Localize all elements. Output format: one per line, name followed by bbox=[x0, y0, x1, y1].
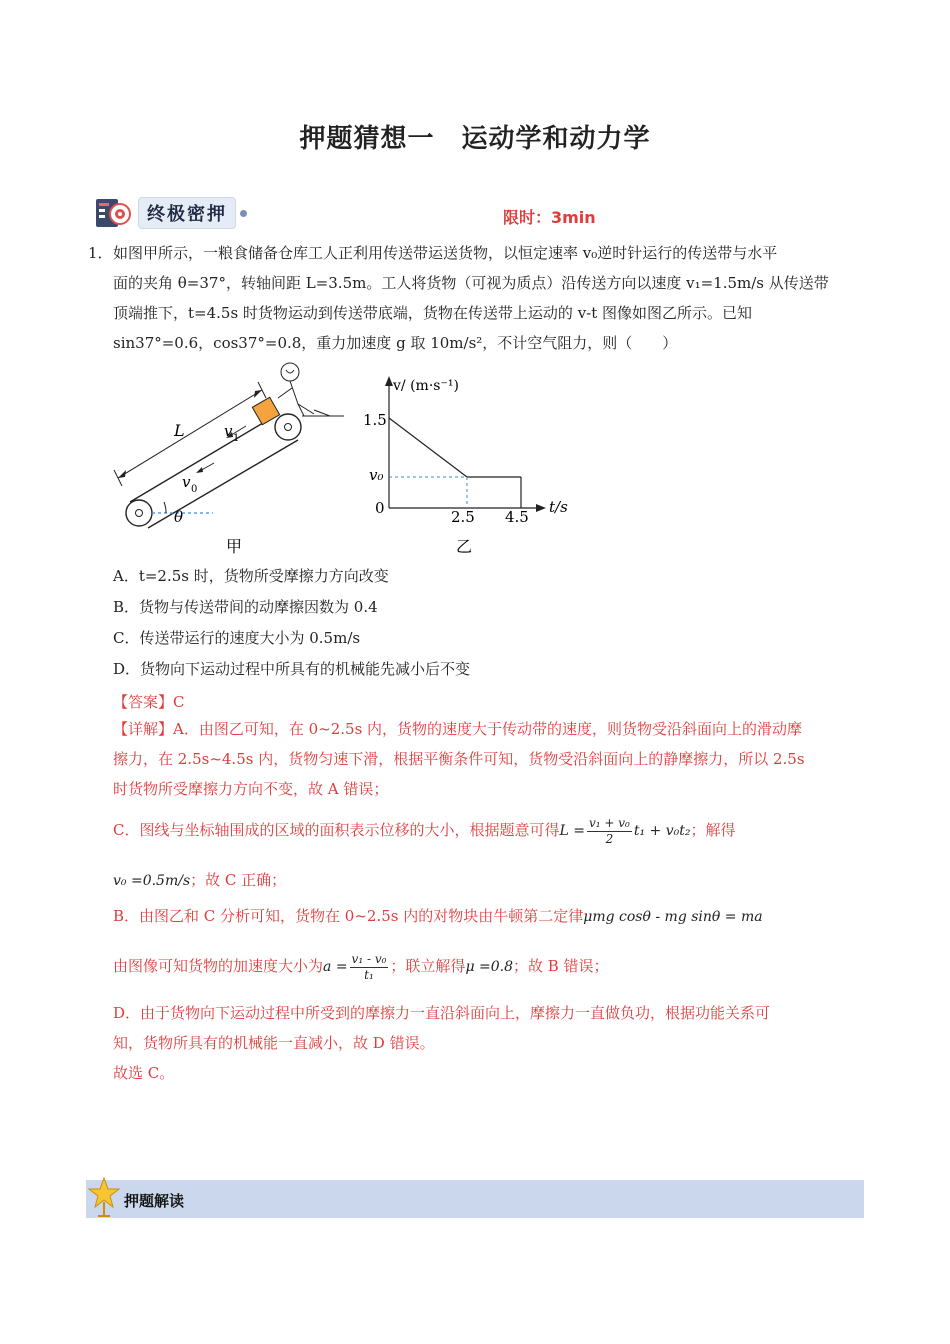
option-d: D．货物向下运动过程中所具有的机械能先减小后不变 bbox=[113, 660, 471, 678]
figure-b-caption: 乙 bbox=[456, 537, 473, 556]
badge-dot bbox=[240, 210, 247, 217]
x-tick-2.5: 2.5 bbox=[451, 508, 475, 526]
answer: 【答案】C bbox=[113, 693, 185, 711]
explanation-text: 由图像可知货物的加速度大小为 bbox=[113, 957, 324, 975]
target-icon bbox=[94, 196, 134, 230]
figure-a-caption: 甲 bbox=[226, 537, 243, 556]
explanation-a bbox=[113, 714, 868, 804]
worker-head bbox=[281, 363, 299, 381]
question-1 bbox=[88, 238, 868, 358]
formula-v0: v₀ =0.5m/s bbox=[113, 873, 191, 889]
question-number: 1． bbox=[88, 244, 113, 262]
explanation-line: D．由于货物向下运动过程中所受到的摩擦力一直沿斜面向上，摩擦力一直做负功，根据功能关系可 bbox=[113, 1004, 771, 1022]
y-axis-label: v/ (m·s⁻¹) bbox=[393, 378, 459, 394]
figure-conveyor bbox=[108, 360, 348, 560]
explanation-text: ；联立解得 bbox=[390, 957, 466, 975]
figure-vt-graph bbox=[355, 370, 580, 560]
question-line: sin37°=0.6，cos37°=0.8，重力加速度 g 取 10m/s²，不计空气阻力，则（ ） bbox=[113, 334, 678, 352]
v0-label: v bbox=[182, 473, 191, 491]
option-c: C．传送带运行的速度大小为 0.5m/s bbox=[113, 629, 361, 647]
x-tick-4.5: 4.5 bbox=[505, 508, 529, 526]
explanation-text: ；解得 bbox=[690, 821, 736, 839]
explanation-text: C．图线与坐标轴围成的区域的面积表示位移的大小，根据题意可得 bbox=[113, 821, 560, 839]
explanation-text: ；故 C 正确； bbox=[190, 871, 287, 889]
question-line: 面的夹角 θ=37°，转轴间距 L=3.5m。工人将货物（可视为质点）沿传送方向以速度 v₁=1.5m/s 从传送带 bbox=[113, 274, 829, 292]
x-axis-label: t/s bbox=[549, 498, 568, 516]
option-b: B．货物与传送带间的动摩擦因数为 0.4 bbox=[113, 598, 378, 616]
y-tick-v0: v₀ bbox=[369, 466, 384, 484]
v1-label: v bbox=[224, 422, 233, 440]
y-tick-1.5: 1.5 bbox=[363, 411, 387, 429]
explanation-text: ；故 B 错误； bbox=[512, 957, 609, 975]
explanation-b-2: 由图像可知货物的加速度大小为a = $\frac{\text{v₁ - v₀}}{\text{t₁}}$ ；联立解得μ =0.8；故 B 错误； bbox=[113, 951, 609, 982]
explanation-line: 时货物所受摩擦力方向不变，故 A 错误； bbox=[113, 780, 389, 798]
option-a: A．t=2.5s 时，货物所受摩擦力方向改变 bbox=[113, 567, 389, 585]
section-badge bbox=[94, 196, 247, 230]
formula-mu: μ =0.8 bbox=[465, 959, 513, 975]
theta-label: θ bbox=[174, 508, 184, 526]
section-bar bbox=[86, 1180, 864, 1218]
cargo-box bbox=[252, 397, 279, 424]
star-icon bbox=[88, 1176, 120, 1220]
explanation-c-result bbox=[113, 866, 868, 895]
page-title: 押题猜想一 运动学和动力学 bbox=[299, 124, 651, 154]
decel-segment bbox=[389, 418, 467, 477]
explanation-c: C．图线与坐标轴围成的区域的面积表示位移的大小，根据题意可得L = $\frac{\text{v₁ + v₀}}{2}$ t₁ + v₀t₂；解得 bbox=[113, 815, 736, 846]
final-choice: 故选 C。 bbox=[113, 1064, 175, 1082]
question-line: 如图甲所示，一粮食储备仓库工人正利用传送带运送货物，以恒定速率 v₀逆时针运行的传送带与水平 bbox=[113, 244, 778, 262]
explanation-b bbox=[113, 901, 868, 932]
question-line: 顶端推下，t=4.5s 时货物运动到传送带底端，货物在传送带上运动的 v-t 图像如图乙所示。已知 bbox=[113, 304, 753, 322]
formula-newton: μmg cosθ - mg sinθ = ma bbox=[583, 909, 763, 925]
origin-label: 0 bbox=[375, 499, 385, 517]
explanation-line: 知，货物所具有的机械能一直减小，故 D 错误。 bbox=[113, 1034, 435, 1052]
explanation-line: 【详解】A．由图乙可知，在 0~2.5s 内，货物的速度大于传动带的速度，则货物受沿斜面向上的滑动摩 bbox=[113, 720, 803, 738]
explanation-line: 擦力，在 2.5s~4.5s 内，货物匀速下滑，根据平衡条件可知，货物受沿斜面向上的静摩擦力，所以 2.5s bbox=[113, 750, 805, 768]
v1-sub: 1 bbox=[233, 433, 240, 444]
explanation-text: B．由图乙和 C 分析可知，货物在 0~2.5s 内的对物块由牛顿第二定律 bbox=[113, 907, 584, 925]
explanation-d bbox=[113, 998, 868, 1058]
section-label: 押题解读 bbox=[124, 1192, 185, 1210]
time-limit: 限时：3min bbox=[503, 208, 596, 227]
badge-label: 终极密押 bbox=[138, 197, 236, 229]
length-label: L bbox=[174, 421, 185, 440]
v0-sub: 0 bbox=[191, 484, 198, 495]
